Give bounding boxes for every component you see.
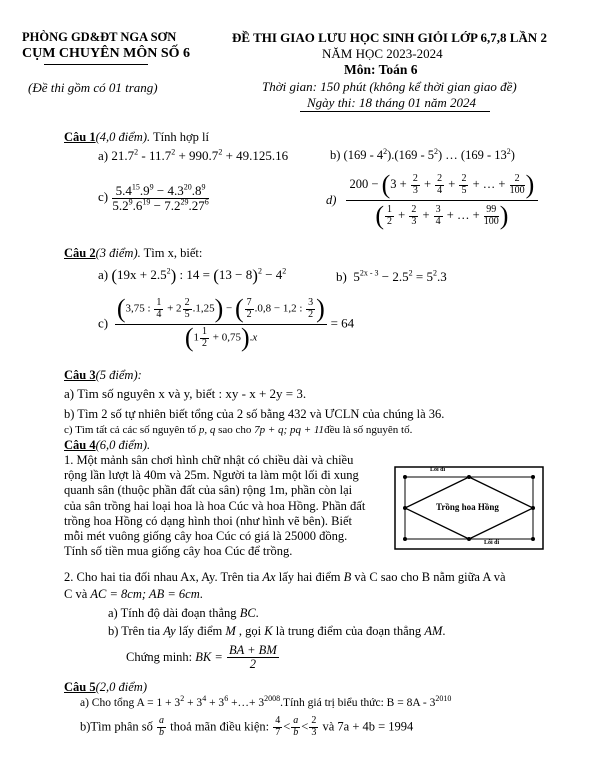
q4-p2b-point-k: K [264, 624, 273, 638]
question-5-title: Câu 5 [64, 680, 96, 694]
prove-numerator: BA + BM [228, 643, 277, 657]
prove-denominator: 2 [249, 657, 256, 672]
q3-part-c-tail: đều là số nguyên tố. [324, 424, 413, 436]
q4-proof-statement [126, 644, 280, 671]
q4-p2b-segment: AM [424, 624, 443, 638]
question-4-points: (6,0 điểm). [95, 438, 151, 452]
q4-p2b-point-m: M [225, 624, 236, 638]
q4-p2b-text: là trung điểm của đoạn thẳng [272, 624, 425, 638]
q4-p1-line: của sân trồng hai loại hoa là hoa Cúc và hoa Hồng. Phần đất [64, 498, 366, 513]
q2-part-a: a) $(19x + 2.5^2)$ : $14 = (13 - 8)^2 - 4^2$ [98, 266, 287, 285]
q3-part-b: b) Tìm 2 số tự nhiên biết tổng của 2 số bằng 432 và ƯCLN của chúng là 36. [64, 407, 445, 421]
header-left-rule [44, 64, 148, 65]
question-2-heading [64, 246, 202, 261]
playground-figure [394, 466, 544, 550]
q4-p1-line: trồng hoa Hồng có dạng hình thoi (như hình vẽ bên). Biết [64, 513, 352, 528]
q1-part-c: c) $\frac{5.4^{15}.9^9 - 4.3^{20}.8^9}{5.2^9.6^{19} - 7.2^{29}.27^6}$ [98, 182, 209, 213]
question-2-title: Câu 2 [64, 246, 96, 260]
q5-part-a: a) Cho tổng $A = 1 + 3^2 + 3^4 + 3^6$ +…+ $3^{2008}.Tính$ giá trị biểu thức: $B = 8A - 3^{2010}$ [80, 694, 452, 709]
q2-part-c: c) (3,75 : $\frac{1}{4}$ + 2 $\frac{2}{5}$ .1,25) − ( $\frac{7}{2}$ .0,8 − 1,2 : $\frac{3}{2}$ ) (1 $\frac{1}{2}$ + 0,75).x = 64 [98, 294, 355, 352]
q4-p2b-text: b) Trên tia [108, 624, 164, 638]
q4-p1-line: quanh sân (thuộc phần đất của sân) rộng 1m, phần còn lại [64, 483, 353, 498]
q4-part-2a: a) Tính độ dài đoạn thẳng BC. [108, 606, 259, 620]
q4-part-2-line2: C và AC = 8cm; AB = 6cm. [64, 587, 203, 601]
q4-p1-line: 1. Một mảnh sân chơi hình chữ nhật có chiều dài và chiều [64, 453, 354, 467]
q4-p2-text: và C sao cho B nằm giữa A và [351, 570, 506, 584]
page-count-note: (Đề thi gồm có 01 trang) [28, 80, 158, 95]
q4-part-2b: b) Trên tia Ay lấy điểm M , gọi K là trung điểm của đoạn thẳng AM. [108, 624, 446, 638]
q4-p2b-ray: Ay [163, 624, 176, 638]
q1-part-b: b) $(169 - 4^2).(169 - 5^2)$ … $(169 - 13^2)$ [330, 146, 515, 162]
question-2-points: (3 điểm). [95, 246, 141, 260]
q4-part-2-line1 [64, 570, 506, 585]
rose-area-label: Trồng hoa Hồng [436, 502, 499, 512]
q3-part-c-mid: sao cho [215, 424, 255, 436]
q3-part-a: a) Tìm số nguyên x và y, biết : xy - x + 2y = 3. [64, 386, 307, 401]
q4-p2b-text: lấy điểm [175, 624, 226, 638]
q4-p2a-segment: BC [239, 606, 256, 620]
exam-date: Ngày thi: 18 tháng 01 năm 2024 [307, 95, 476, 110]
question-1-heading [64, 130, 209, 145]
q3-part-c-vars: p, q [198, 424, 216, 436]
question-4-heading [64, 438, 150, 453]
question-3-title: Câu 3 [64, 368, 96, 382]
header-right-rule [300, 111, 490, 112]
prove-label: Chứng minh: [126, 650, 196, 665]
q4-p2-lengths: AC = 8cm; AB = 6cm [90, 587, 200, 601]
q4-part-1-text [64, 453, 365, 559]
q4-p1-line: mỗi mét vuông giống cây hoa Cúc có giá là 25000 đồng. [64, 529, 348, 544]
q2-part-b: b) $5^{2x - 3} - 2.5^2 = 5^2.3$ [336, 268, 447, 284]
path-label-bottom: Lối đi [484, 540, 500, 546]
q4-p2b-text: , gọi [235, 624, 265, 638]
question-2-prompt: Tìm x, biết: [143, 246, 203, 260]
question-1-title: Câu 1 [64, 130, 96, 144]
q4-p2-ray: Ax [262, 570, 276, 584]
path-label-top: Lối đi [430, 467, 446, 473]
q5-part-b-mid: thoả mãn điều kiện: [170, 719, 273, 734]
subject: Môn: Toán 6 [344, 62, 418, 77]
q1-part-d: d) 200 − (3 + $\frac{2}{3}$ + $\frac{2}{4}$ + $\frac{2}{5}$ + … + $\frac{2}{100}$ ) ( $\frac{1}{2}$ + $\frac{2}{3}$ + $\frac{3}{4}$ + … + $\frac{99}{100}$ ) [326, 172, 539, 229]
q3-part-c-lead: c) Tìm tất cả các số nguyên tố [64, 424, 199, 436]
exam-title: ĐỀ THI GIAO LƯU HỌC SINH GIỎI LỚP 6,7,8 LẦN 2 [232, 30, 547, 45]
q5-part-b-lead: b)Tìm phân số [80, 719, 157, 734]
question-5-points: (2,0 điểm) [95, 680, 147, 694]
q4-p1-line: rộng lần lượt là 40m và 25m. Người ta làm một lối đi xung [64, 468, 359, 483]
exam-duration: Thời gian: 150 phút (không kể thời gian giao đề) [262, 79, 517, 94]
q5-part-a-tail: .Tính giá trị biểu thức: B = 8A - 3 [280, 697, 436, 709]
school-department: PHÒNG GD&ĐT NGA SƠN [22, 30, 177, 44]
prove-lhs: BK = [195, 650, 226, 665]
q4-p2a-text: a) Tính độ dài đoạn thẳng [108, 606, 240, 620]
q4-p1-line: Tính số tiền mua giống cây hoa Cúc để trồng. [64, 544, 293, 559]
q5-part-b: b)Tìm phân số $\frac{a}{b}$ thoả mãn điều kiện: $\frac{4}{7}$ < $\frac{a}{b}$ < $\frac{2}{3}$ và 7a + 4b = 1994 [80, 715, 414, 738]
q4-p2-text: lấy hai điểm [275, 570, 344, 584]
q4-p2-text: C và [64, 587, 91, 601]
cluster-name: CỤM CHUYÊN MÔN SỐ 6 [22, 46, 190, 61]
question-5-heading [64, 680, 147, 695]
question-1-prompt: Tính hợp lí [153, 130, 209, 144]
q4-p2-text: 2. Cho hai tia đối nhau Ax, Ay. Trên tia [64, 570, 263, 584]
school-year: NĂM HỌC 2023-2024 [322, 46, 443, 61]
q5-part-a-lead: a) Cho tổng A = 1 + 3 [80, 697, 181, 709]
q3-part-c-expr: 7p + q; pq + 11 [254, 424, 325, 436]
q1-part-a: a) $21.7^2 - 11.7^2 + 990.7^2 + 49.125.16$ [98, 147, 289, 163]
q3-part-c [64, 424, 412, 436]
q4-p2-point: B [343, 570, 352, 584]
question-1-points: (4,0 điểm). [95, 130, 151, 144]
question-3-points: (5 điểm): [95, 368, 142, 382]
q5-part-b-tail: và 7a + 4b = 1994 [322, 719, 414, 734]
question-3-heading [64, 368, 142, 383]
question-4-title: Câu 4 [64, 438, 96, 452]
